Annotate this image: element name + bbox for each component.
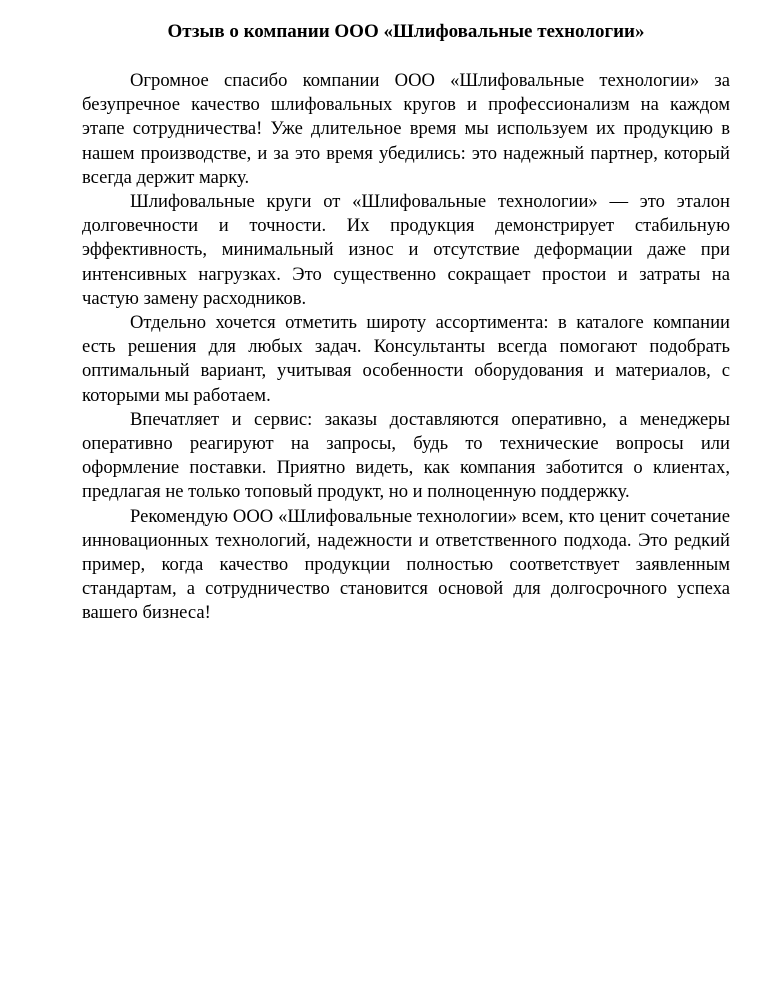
paragraph-service: Впечатляет и сервис: заказы доставляются оперативно, а менеджеры оперативно реагируют на запросы, будь то технические вопросы или оформление поставки. Приятно видеть, как компания заботится о клиентах, предлагая не только топовый продукт, но и полноценную поддержку. (82, 408, 730, 503)
paragraph-recommendation: Рекомендую ООО «Шлифовальные технологии» всем, кто ценит сочетание инновационных технологий, надежности и ответственного подхода. Это редкий пример, когда качество продукции полностью соответствует заявленным стандартам, а сотрудничество становится основой для долгосрочного успеха вашего бизнеса! (82, 505, 730, 624)
document-page (82, 20, 730, 626)
paragraph-quality: Шлифовальные круги от «Шлифовальные технологии» — это эталон долговечности и точности. Их продукция демонстрирует стабильную эффективность, минимальный износ и отсутствие деформации даже при интенсивных нагрузках. Это существенно сокращает простои и затраты на частую замену расходников. (82, 191, 730, 309)
document-title: Отзыв о компании ООО «Шлифовальные технологии» (167, 21, 645, 42)
paragraph-thanks: Огромное спасибо компании ООО «Шлифовальные технологии» за безупречное качество шлифовальных кругов и профессионализм на каждом этапе сотрудничества! Уже длительное время мы используем их продукцию в нашем производстве, и за это время убедились: это надежный партнер, который всегда держит марку. (82, 70, 730, 188)
paragraph-assortment: Отдельно хочется отметить широту ассортимента: в каталоге компании есть решения для любых задач. Консультанты всегда помогают подобрать оптимальный вариант, учитывая особенности оборудования и материалов, с которыми мы работаем. (82, 312, 730, 406)
